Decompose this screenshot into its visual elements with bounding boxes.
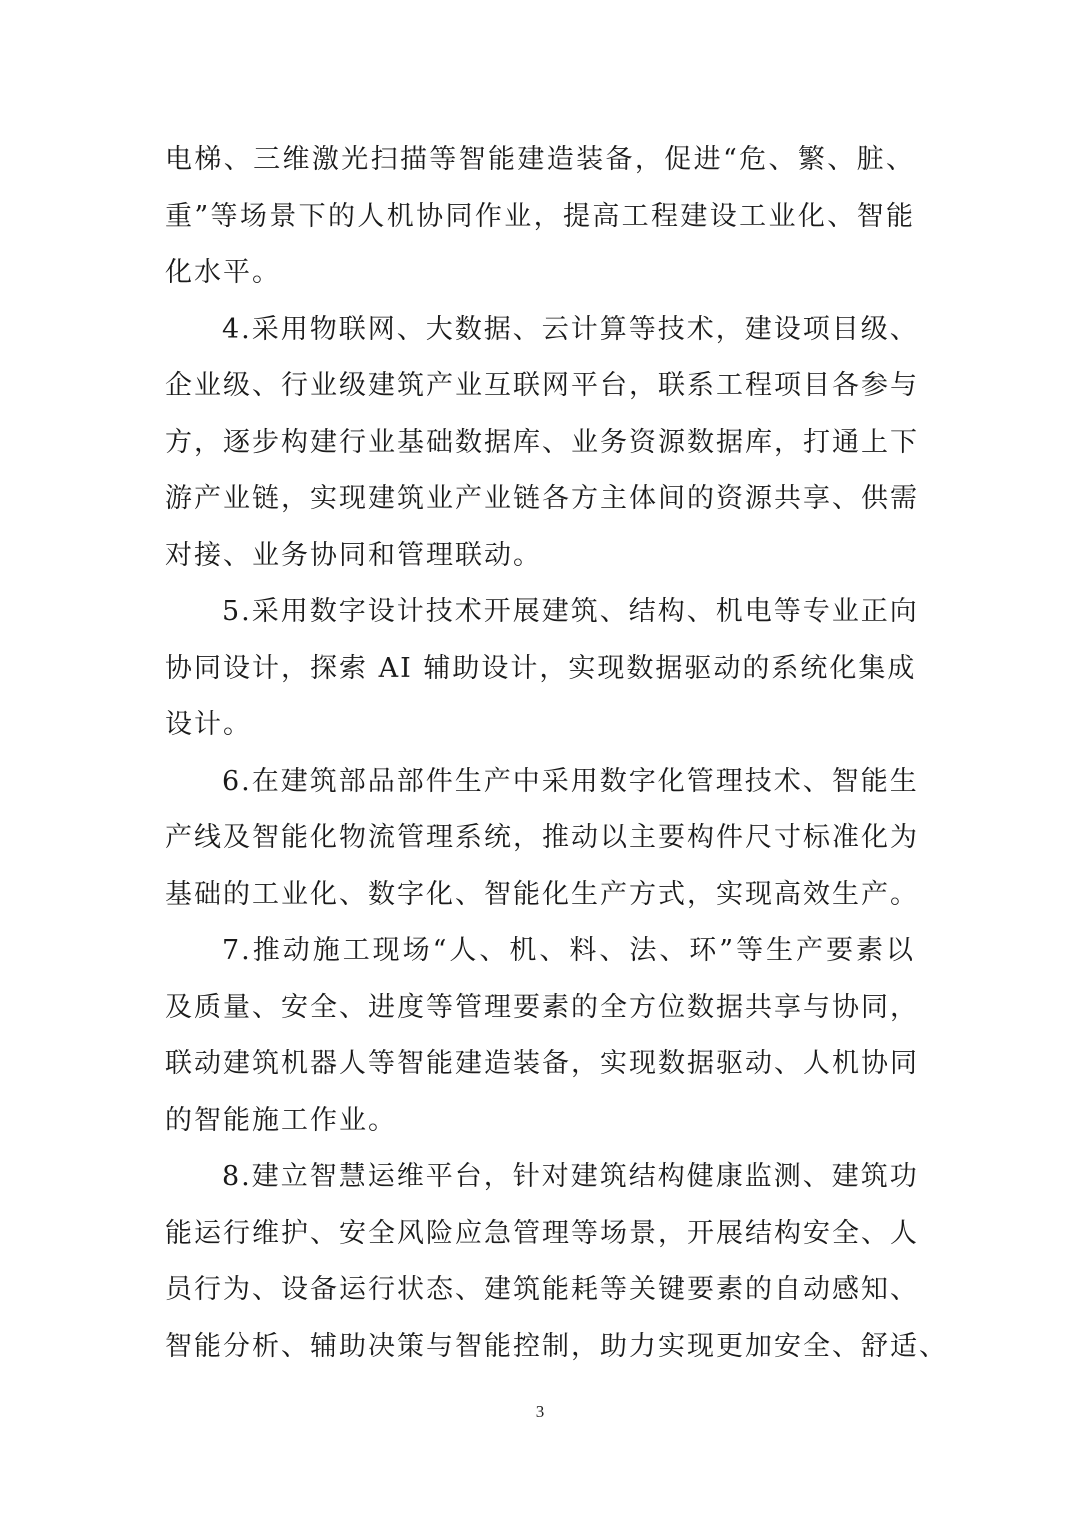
text-line: 智能分析、辅助决策与智能控制，助力实现更加安全、舒适、 [165, 1331, 948, 1362]
page-number: 3 [535, 1402, 545, 1421]
text-line: 的智能施工作业。 [165, 1105, 397, 1136]
text-line: 员行为、设备运行状态、建筑能耗等关键要素的自动感知、 [165, 1274, 919, 1305]
text-line: 化水平。 [165, 257, 281, 288]
text-line: 重”等场景下的人机协同作业，提高工程建设工业化、智能 [165, 201, 915, 232]
text-line: 设计。 [165, 709, 252, 740]
text-line: 基础的工业化、数字化、智能化生产方式，实现高效生产。 [165, 879, 919, 910]
text-line: 联动建筑机器人等智能建造装备，实现数据驱动、人机协同 [165, 1048, 919, 1079]
text-line: 对接、业务协同和管理联动。 [165, 540, 542, 571]
paragraph-4-start: 4.采用物联网、大数据、云计算等技术，建设项目级、 [222, 314, 919, 345]
text-line: 产线及智能化物流管理系统，推动以主要构件尺寸标准化为 [165, 822, 919, 853]
text-line: 协同设计，探索 AI 辅助设计，实现数据驱动的系统化集成 [165, 653, 917, 684]
text-line: 企业级、行业级建筑产业互联网平台，联系工程项目各参与 [165, 370, 919, 401]
text-line: 电梯、三维激光扫描等智能建造装备，促进“危、繁、脏、 [165, 144, 915, 175]
paragraph-8-start: 8.建立智慧运维平台，针对建筑结构健康监测、建筑功 [222, 1161, 919, 1192]
text-line: 及质量、安全、进度等管理要素的全方位数据共享与协同， [165, 992, 919, 1023]
text-line: 能运行维护、安全风险应急管理等场景，开展结构安全、人 [165, 1218, 919, 1249]
paragraph-5-start: 5.采用数字设计技术开展建筑、结构、机电等专业正向 [222, 596, 919, 627]
text-line: 游产业链，实现建筑业产业链各方主体间的资源共享、供需 [165, 483, 919, 514]
paragraph-7-start: 7.推动施工现场“人、机、料、法、环”等生产要素以 [222, 935, 915, 966]
paragraph-6-start: 6.在建筑部品部件生产中采用数字化管理技术、智能生 [222, 766, 919, 797]
text-line: 方，逐步构建行业基础数据库、业务资源数据库，打通上下 [165, 427, 919, 458]
